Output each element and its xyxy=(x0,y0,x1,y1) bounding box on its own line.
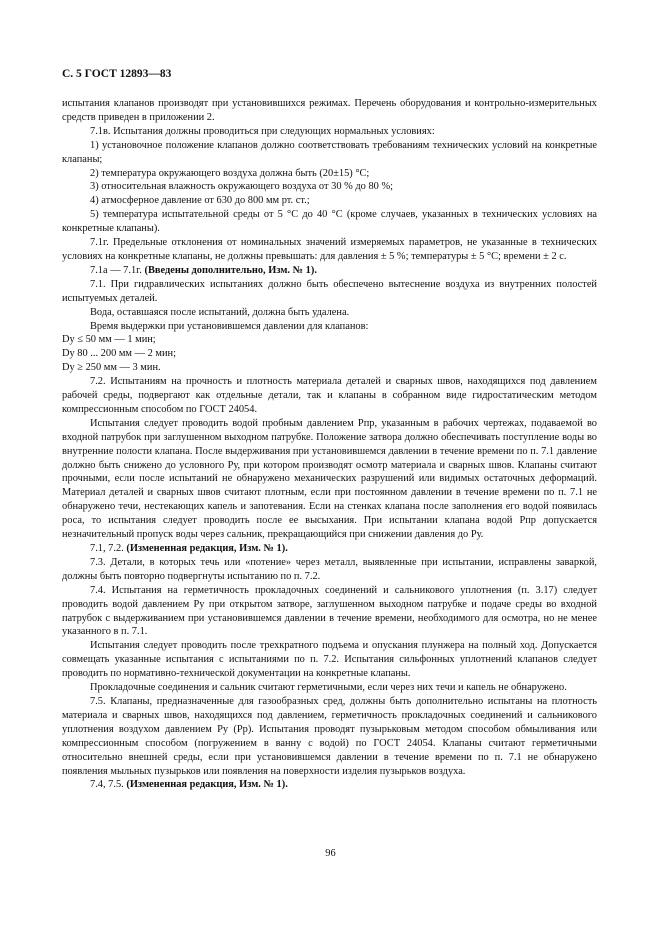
page-number: 96 xyxy=(325,848,336,859)
paragraph: 7.2. Испытаниям на прочность и плотность материала деталей и сварных швов, находящихся под давлением рабочей среды, подвергают как отдельные детали, так и клапаны в собранном виде гидростатическим методом компрессионным способом по ГОСТ 24054. xyxy=(62,376,597,415)
amendment-ref: 7.4, 7.5. xyxy=(90,779,124,791)
paragraph: Вода, оставшаяся после испытаний, должна быть удалена. xyxy=(90,306,350,318)
paragraph: Прокладочные соединения и сальник считают герметичными, если через них течи и капель не обнаружено. xyxy=(90,682,567,694)
paragraph: 5) температура испытательной среды от 5 °С до 40 °С (кроме случаев, указанных в технических условиях на конкретные клапаны). xyxy=(62,209,597,235)
amendment-note xyxy=(62,778,597,792)
paragraph: 7.4. Испытания на герметичность прокладочных соединений и сальникового уплотнения (п. 3.17) следует проводить водой давлением Ру при открытом затворе, заглушенном выходном патрубке и подаче среды во входной патрубок с выдерживанием при установившемся давлении в течение времени, необходимого для осмотра, но не менее указанного в п. 7.1. xyxy=(62,584,597,638)
paragraph: 7.1в. Испытания должны проводиться при следующих нормальных условиях: xyxy=(90,125,435,137)
amendment-note xyxy=(62,542,597,556)
paragraph: Испытания следует проводить после трехкратного подъема и опускания плунжера на полный ход. Допускается совмещать указанные испытания с испытаниями по п. 7.2. Испытания сильфонных уплотнений клапанов следует проводить по нормативно-технической документации на конкретные клапаны. xyxy=(62,640,597,680)
amendment-label: (Измененная редакция, Изм. № 1). xyxy=(126,543,288,554)
amendment-label: (Введены дополнительно, Изм. № 1). xyxy=(144,264,317,276)
document-body xyxy=(62,97,597,792)
amendment-ref: 7.1, 7.2. xyxy=(90,543,124,554)
paragraph: испытания клапанов производят при установившихся режимах. Перечень оборудования и контрольно-измерительных средств приведен в приложении 2. xyxy=(62,98,597,123)
amendment-note xyxy=(62,264,597,278)
paragraph: 4) атмосферное давление от 630 до 800 мм рт. ст.; xyxy=(90,195,310,207)
paragraph: 7.3. Детали, в которых течь или «потение» через металл, выявленные при испытании, исправлены заваркой, должны быть повторно подвергнуты испытанию по п. 7.2. xyxy=(62,556,597,582)
paragraph: 7.5. Клапаны, предназначенные для газообразных сред, должны быть дополнительно испытаны на плотность материала и сварных швов, находящихся под давлением, герметичность прокладочных соединений и сальникового уплотнения воздухом давлением Ру (Рр). Испытания проводят пузырьковым методом способом обмыливания или компрессионным способом (погружением в ванну с водой) по ГОСТ 24054. Клапаны считают герметичными относительно внешней среды, если при установившемся давлении в течение времени по п. 7.1 не обнаружено появления мыльных пузырьков или появления на поверхности изделия пузырьков воздуха. xyxy=(62,695,597,777)
amendment-ref: 7.1а — 7.1г. xyxy=(90,264,142,276)
paragraph: Время выдержки при установившемся давлении для клапанов: xyxy=(90,320,369,332)
list-item: Dу 80 ... 200 мм — 2 мин; xyxy=(62,348,176,360)
amendment-label: (Измененная редакция, Изм. № 1). xyxy=(126,779,288,791)
list-item: Dу ≤ 50 мм — 1 мин; xyxy=(62,334,156,346)
paragraph: 3) относительная влажность окружающего воздуха от 30 % до 80 %; xyxy=(90,181,393,193)
page-header: С. 5 ГОСТ 12893—83 xyxy=(62,68,172,80)
paragraph: 7.1г. Предельные отклонения от номинальных значений измеряемых параметров, не указанные в технических условиях на конкретные клапаны, не должны превышать: для давления ± 5 %; температуры ± 5 °С; времени ± 2 с. xyxy=(62,237,597,262)
list-item: Dу ≥ 250 мм — 3 мин. xyxy=(62,362,161,374)
paragraph: 2) температура окружающего воздуха должна быть (20±15) °С; xyxy=(90,167,370,179)
paragraph: Испытания следует проводить водой пробным давлением Рпр, указанным в рабочих чертежах, подаваемой во входной патрубок при заглушенном выходном патрубке. Положение затвора должно обеспечивать поступление воды во внутренние полости клапана. После выдерживания при установившемся давлении в течение времени по п. 7.1 давление должно быть снижено до условного Ру, при котором производят осмотр материала и сварных швов. Клапаны считают прочными, если после испытаний не обнаружено механических разрушений или видимых остаточных деформаций. Материал деталей и сварных швов считают плотным, если при постоянном давлении в течение времени по п. 7.1 не обнаружено течи, нестекающих капель и запотевания. Если на стенках клапана после заполнения его водой появилась роса, то испытания следует проводить после ее высыхания. При испытании клапана водой Рпр допускается незначительный пропуск воды через сальник, прекращающийся при снижении давления до Ру. xyxy=(62,417,597,541)
paragraph: 1) установочное положение клапанов должно соответствовать требованиям технических условий на конкретные клапаны; xyxy=(62,139,597,165)
paragraph: 7.1. При гидравлических испытаниях должно быть обеспечено вытеснение воздуха из внутренних полостей испытуемых деталей. xyxy=(62,278,597,304)
